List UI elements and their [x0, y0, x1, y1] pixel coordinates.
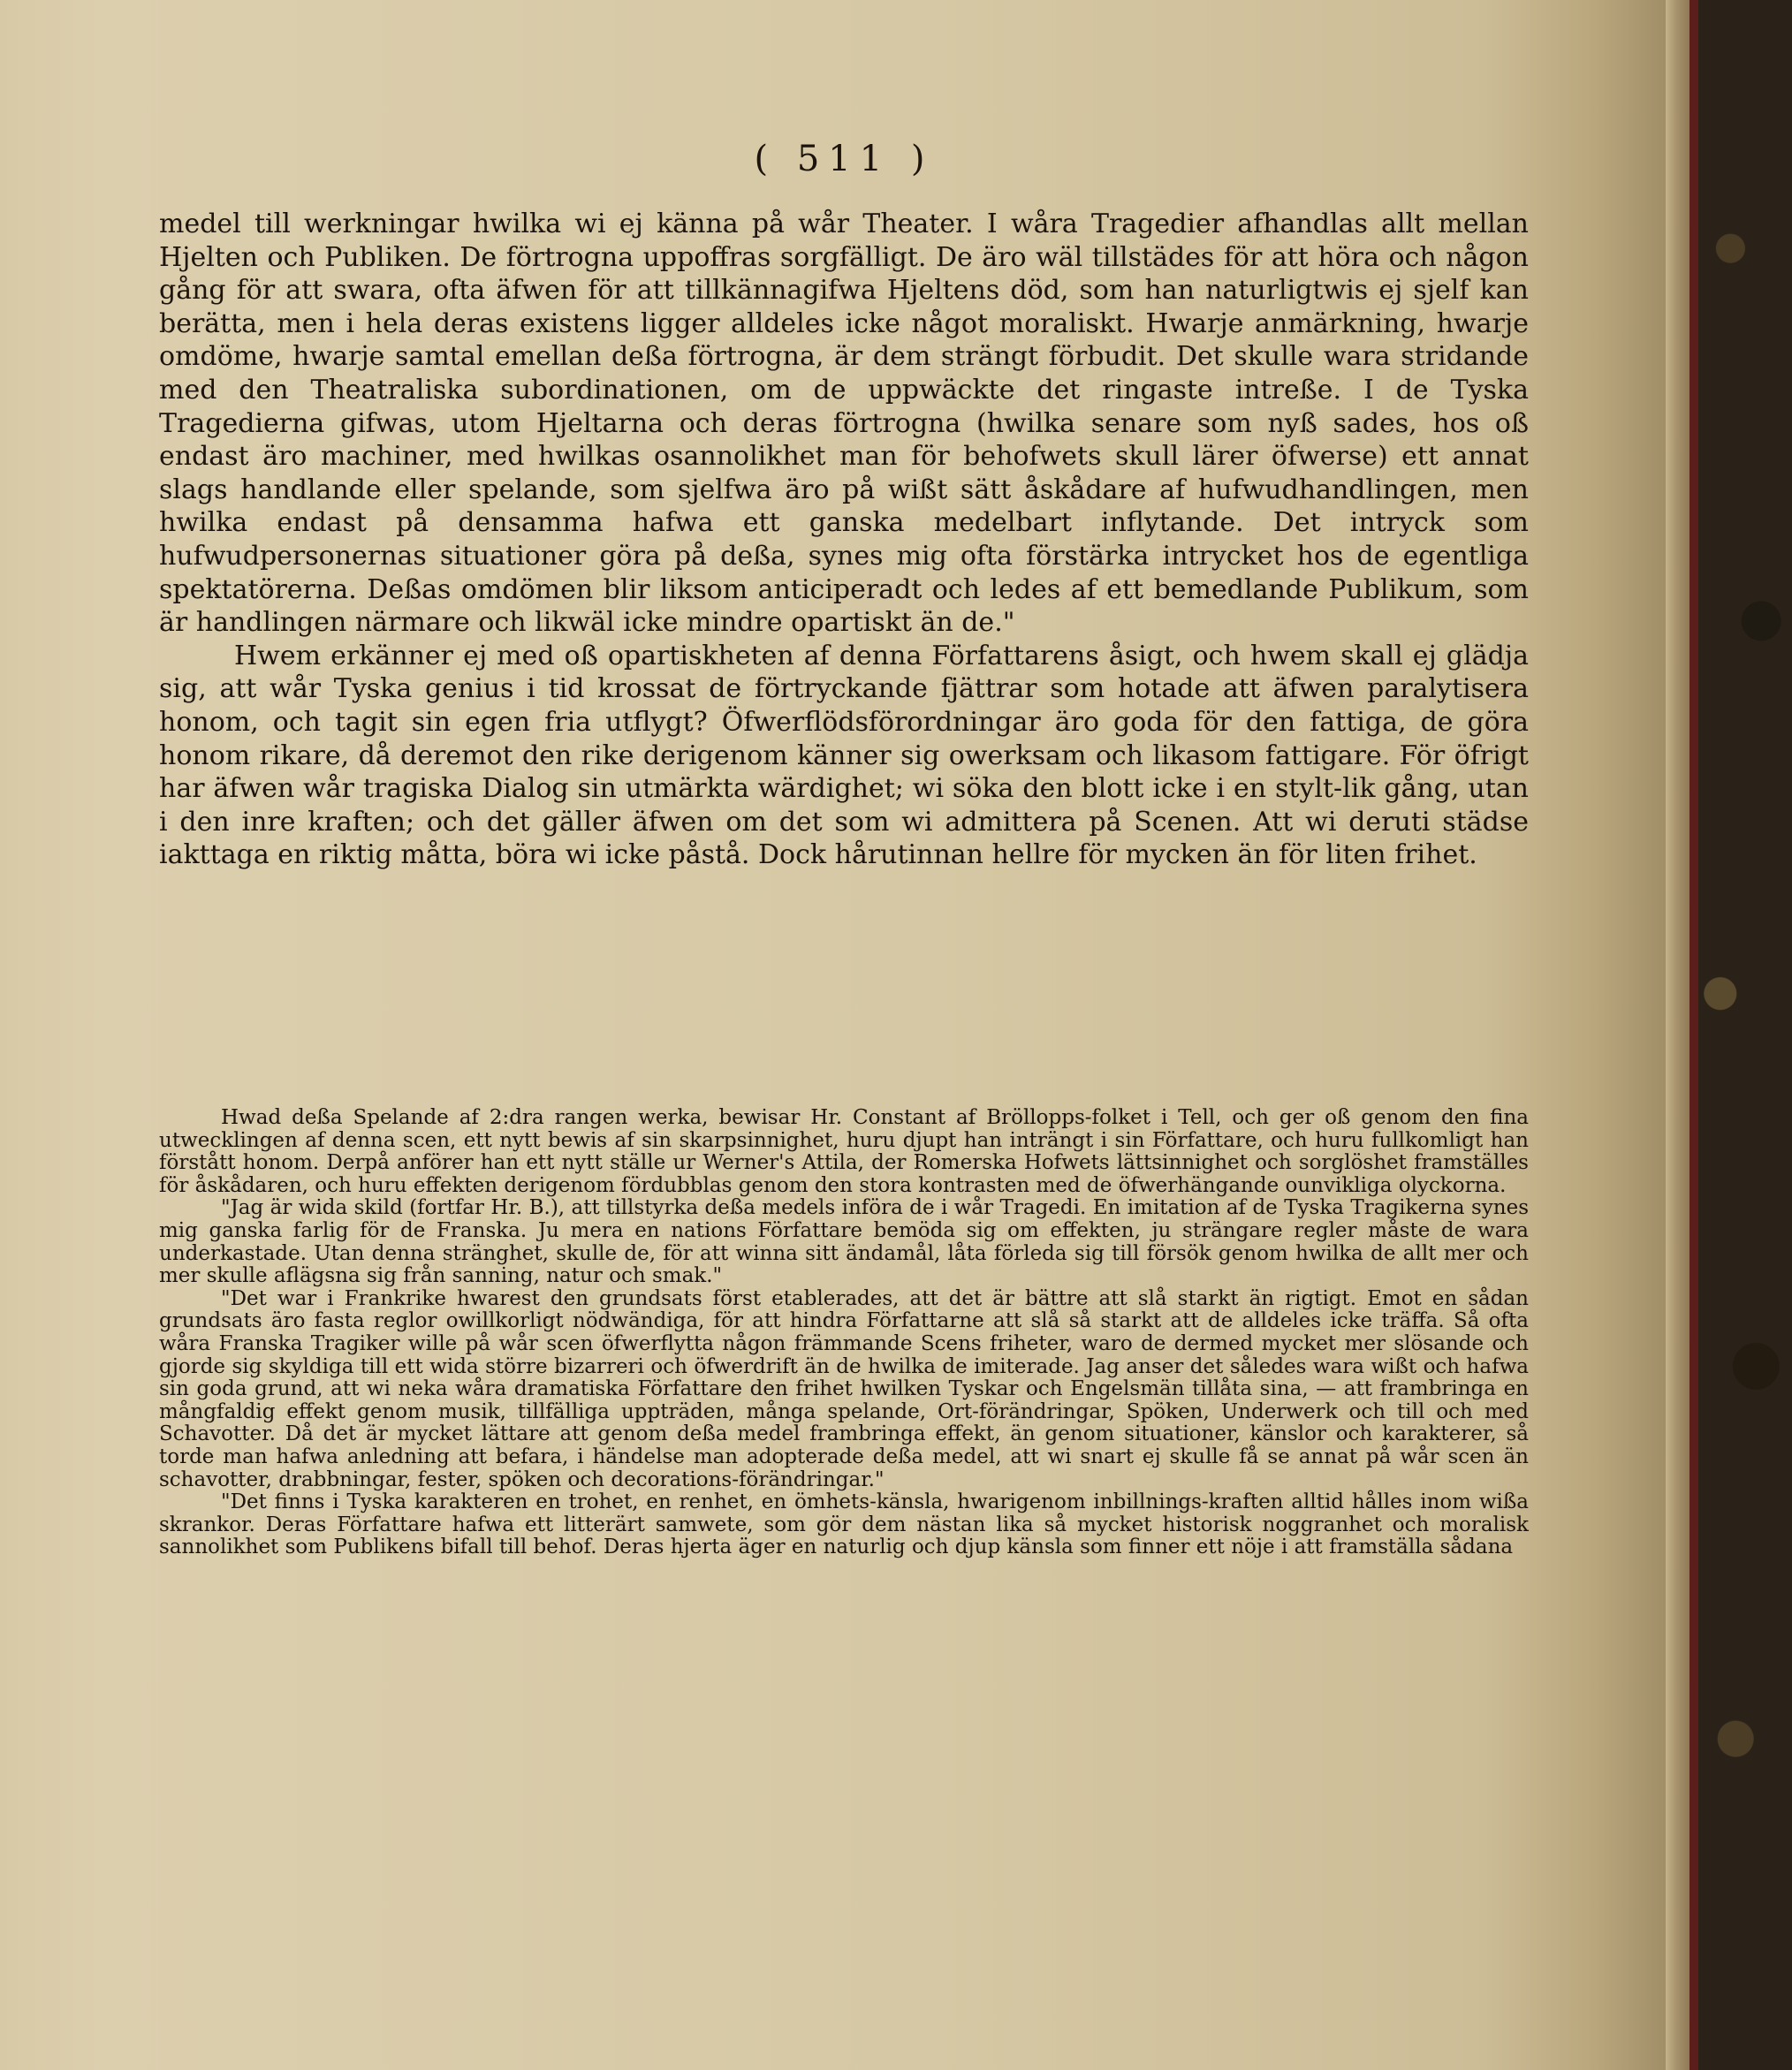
book-cover-binding	[1689, 0, 1792, 2070]
page-edge	[1666, 0, 1692, 2070]
body-paragraph: Hwem erkänner ej med oß opartiskheten af denna Författarens åsigt, och hwem skall ej glädja sig, att wår Tyska genius i tid krossat de förtryckande fjättrar som hotade att äfwen paralytisera honom, och tagit sin egen fria utflygt? Öfwerflödsförordningar äro goda för den fattiga, de göra honom rikare, då deremot den rike derigenom känner sig owerksam och likasom fattigare. För öfrigt har äfwen wår tragiska Dialog sin utmärkta wärdighet; wi söka den blott icke i en stylt-lik gång, utan i den inre kraften; och det gäller äfwen om det som wi admittera på Scenen. Att wi deruti städse iakttaga en riktig måtta, böra wi icke påstå. Dock hårutinnan hellre för mycken än för liten frihet.	[159, 640, 1529, 871]
page-number: ( 511 )	[754, 139, 934, 179]
footnote-paragraph: "Det finns i Tyska karakteren en trohet, en renhet, en ömhets-känsla, hwarigenom inbillnings-kraften alltid hålles inom wißa skrankor. Deras Författare hafwa ett litterärt samwete, som gör dem nästan lika så mycket historisk noggranhet och moralisk sannolikhet som Publikens bifall till behof. Deras hjerta äger en naturlig och djup känsla som finner ett nöje i att framställa sådana	[159, 1490, 1529, 1559]
footnotes	[159, 1107, 1529, 1559]
body-paragraph: medel till werkningar hwilka wi ej känna på wår Theater. I wåra Tragedier afhandlas allt mellan Hjelten och Publiken. De förtrogna uppoffras sorgfälligt. De äro wäl tillstädes för att höra och någon gång för att swara, ofta äfwen för att tillkännagifwa Hjeltens död, som han naturligtwis ej sjelf kan berätta, men i hela deras existens ligger alldeles icke något moraliskt. Hwarje anmärkning, hwarje omdöme, hwarje samtal emellan deßa förtrogna, är dem strängt förbudit. Det skulle wara stridande med den Theatraliska subordinationen, om de uppwäckte det ringaste intreße. I de Tyska Tragedierna gifwas, utom Hjeltarna och deras förtrogna (hwilka senare som nyß sades, hos oß endast äro machiner, med hwilkas osannolikhet man för behofwets skull lärer öfwerse) ett annat slags handlande eller spelande, som sjelfwa äro på wißt sätt åskådare af hufwudhandlingen, men hwilka endast på densamma hafwa ett ganska medelbart inflytande. Det intryck som hufwudpersonernas situationer göra på deßa, synes mig ofta förstärka intrycket hos de egentliga spektatörerna. Deßas omdömen blir liksom anticiperadt och ledes af ett bemedlande Publikum, som är handlingen närmare och likwäl icke mindre opartiskt än de."	[159, 209, 1529, 639]
footnote-paragraph: "Det war i Frankrike hwarest den grundsats först etablerades, att det är bättre att slå starkt än rigtigt. Emot en sådan grundsats äro fasta reglor owillkorligt nödwändiga, för att hindra Författarne att slå så starkt att de alldeles icke träffa. Så ofta wåra Franska Tragiker wille på wår scen öfwerflytta någon främmande Scens friheter, waro de dermed mycket mer slösande och gjorde sig skyldiga till ett wida större bizarreri och öfwerdrift än de hwilka de imiterade. Jag anser det således wara wißt och hafwa sin goda grund, att wi neka wåra dramatiska Författare den frihet hwilken Tyskar och Engelsmän tillåta sina, — att frambringa en mångfaldig effekt genom musik, tillfälliga uppträden, många spelande, Ort-förändringar, Spöken, Underwerk och till och med Schavotter. Då det är mycket lättare att genom deßa medel frambringa effekt, än genom situationer, känslor och karakterer, så torde man hafwa anledning att befara, i händelse man adopterade deßa medel, att wi snart ej skulle få se annat på wår scen än schavotter, drabbningar, fester, spöken och decorations-förändringar."	[159, 1286, 1529, 1491]
footnote-paragraph: "Jag är wida skild (fortfar Hr. B.), att tillstyrka deßa medels införa de i wår Tragedi. En imitation af de Tyska Tragikerna synes mig ganska farlig för de Franska. Ju mera en nations Författare bemöda sig om effekten, ju strängare regler måste de wara underkastade. Utan denna stränghet, skulle de, för att winna sitt ändamål, låta förleda sig till försök genom hwilka de allt mer och mer skulle aflägsna sig från sanning, natur och smak."	[159, 1196, 1529, 1288]
main-text	[159, 208, 1529, 872]
footnote-paragraph: Hwad deßa Spelande af 2:dra rangen werka, bewisar Hr. Constant af Bröllopps-folket i Tell, och ger oß genom den fina utwecklingen af denna scen, ett nytt bewis af sin skarpsinnighet, huru djupt han inträngt i sin Författare, och huru fullkomligt han förstått honom. Derpå anförer han ett nytt ställe ur Werner's Attila, der Romerska Hofwets lättsinnighet och sorglöshet framställes för åskådaren, och huru effekten derigenom fördubblas genom den stora kontrasten med de öfwerhängande ounvikliga olyckorna.	[159, 1106, 1529, 1197]
